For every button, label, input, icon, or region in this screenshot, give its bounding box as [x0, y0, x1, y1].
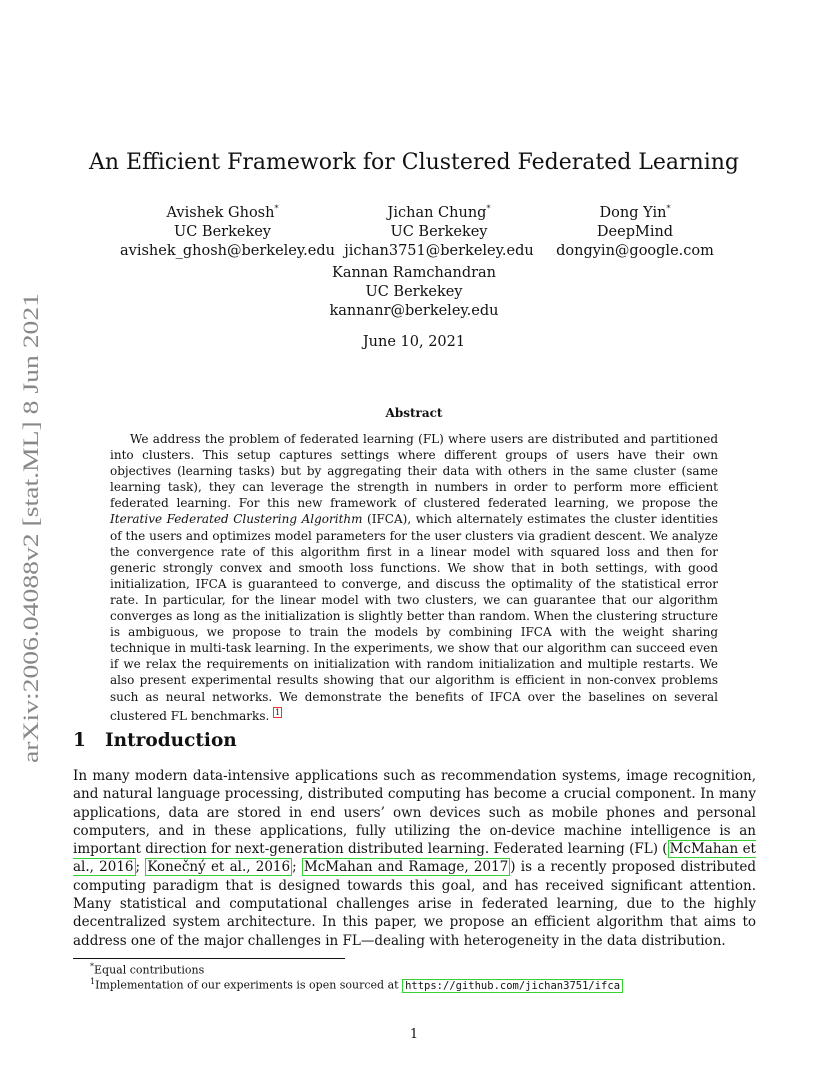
intro-text: In many modern data-intensive applications such as recommendation systems, image recognition, and natural language processing, distributed computing has become a crucial component. In many applications, data are stored in end users’ own devices such as mobile phones and personal computers, and in these applications, fully utilizing the on-device machine intelligence is an important direction for next-generation distributed learning. Federated learning (FL) (: [73, 768, 756, 858]
footnote-mark: 1: [90, 977, 96, 986]
footnote-text: Equal contributions: [94, 963, 205, 977]
author-affiliation: UC Berkekey: [173, 223, 272, 240]
author-affiliation: UC Berkekey: [390, 223, 488, 240]
author-affiliation: DeepMind: [596, 223, 674, 240]
author-mark: *: [274, 204, 279, 213]
section-title: Introduction: [105, 730, 237, 751]
author-block: [314, 264, 514, 321]
author-block: [555, 199, 715, 261]
footnote-mark: *: [90, 962, 94, 971]
paper-date: June 10, 2021: [362, 334, 466, 350]
author-name: Dong Yin: [599, 204, 667, 221]
abstract-text: (IFCA), which alternately estimates the cluster identities of the users and optimizes model parameters for the user clusters via gradient descent. We analyze the convergence rate of this algorithm first in a linear model with squared loss and then for generic strongly convex and smooth loss functions. We show that in both settings, with good initialization, IFCA is guaranteed to converge, and discuss the optimality of the statistical error rate. In particular, for the linear model with two clusters, we can guarantee that our algorithm converges as long as the initialization is slightly better than random. When the clustering structure is ambiguous, we propose to train the models by combining IFCA with the weight sharing technique in multi-task learning. In the experiments, we show that our algorithm can succeed even if we relax the requirements on initialization with random initialization and multiple restarts. We also present experimental results showing that our algorithm is efficient in non-convex problems such as neural networks. We demonstrate the benefits of IFCA over the baselines on several clustered FL benchmarks.: [110, 512, 718, 723]
paper-title: An Efficient Framework for Clustered Federated Learning: [88, 150, 740, 175]
section-number: 1: [73, 730, 86, 751]
citation-link[interactable]: Konečný et al., 2016: [147, 859, 291, 876]
abstract-heading: Abstract: [385, 406, 443, 420]
section-heading: [73, 730, 237, 751]
footnote-implementation: [90, 974, 623, 994]
intro-text: ) is a recently proposed distributed computing paradigm that is designed towards this goal, and has received significant attention. Many statistical and computational challenges arise in federated learning, due to the highly decentralized system architecture. In this paper, we propose an efficient algorithm that aims to address one of the major challenges in FL—dealing with heterogeneity in the data distribution.: [73, 859, 757, 949]
author-block: [120, 199, 335, 261]
footnote-text: Implementation of our experiments is open sourced at: [95, 978, 403, 992]
citation-link[interactable]: McMahan and Ramage, 2017: [303, 859, 509, 876]
footnote-link[interactable]: 1: [275, 707, 281, 717]
author-mark: *: [486, 204, 491, 213]
author-affiliation: UC Berkekey: [365, 284, 463, 300]
arxiv-sidebar-stamp: [6, 293, 52, 763]
github-link[interactable]: https://github.com/jichan3751/ifca: [402, 979, 623, 993]
author-email: avishek_ghosh@berkeley.edu: [120, 242, 335, 259]
author-block: [343, 199, 535, 261]
author-name: Avishek Ghosh: [166, 204, 275, 221]
intro-paragraph: In many modern data-intensive applications such as recommendation systems, image recognition, and natural language processing, distributed computing has become a crucial component. In many applications, data are stored in end users’ own devices such as mobile phones and personal computers, and in these applications, fully utilizing the on-device machine intelligence is an important direction for next-generation distributed learning. Federated learning (FL) ( McMahan et al., 2016 ; Konečný et al., 2016 ; McMahan and Ramage, 2017 ) is a recently proposed distributed computing paradigm that is designed towards this goal, and has received significant attention. Many statistical and computational challenges arise in federated learning, due to the highly decentralized system architecture. In this paper, we propose an efficient algorithm that aims to address one of the major challenges in FL—dealing with heterogeneity in the data distribution.: [73, 768, 757, 949]
page-number: 1: [409, 1027, 419, 1042]
author-name: Jichan Chung: [387, 204, 487, 221]
author-email: kannanr@berkeley.edu: [329, 303, 499, 319]
abstract-body: [110, 431, 718, 724]
abstract-text: We address the problem of federated learning (FL) where users are distributed and partitioned into clusters. This setup captures settings where different groups of users have their own objectives (learning tasks) but by aggregating their data with others in the same cluster (same learning task), they can leverage the strength in numbers in order to perform more efficient federated learning. For this new framework of clustered federated learning, we propose the: [110, 432, 718, 511]
author-mark: *: [666, 204, 671, 213]
author-name: Kannan Ramchandran: [331, 265, 497, 281]
arxiv-identifier: arXiv:2006.04088v2 [stat.ML] 8 Jun 2021: [18, 389, 43, 763]
algorithm-name: Iterative Federated Clustering Algorithm: [110, 512, 363, 527]
author-email: dongyin@google.com: [556, 242, 714, 259]
author-email: jichan3751@berkeley.edu: [344, 242, 534, 259]
citation-link[interactable]: McMahan et al., 2016: [73, 841, 756, 876]
